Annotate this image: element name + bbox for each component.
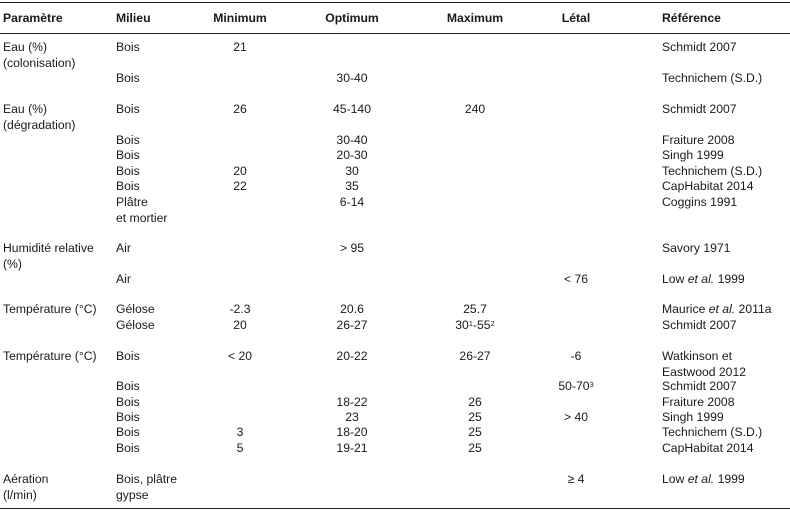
cell-letal: > 40 xyxy=(563,410,589,424)
cell-minimum: 26 xyxy=(233,102,247,116)
cell-milieu: Bois xyxy=(116,164,140,178)
cell-milieu: Bois xyxy=(116,410,140,424)
cell-letal: ≥ 4 xyxy=(567,472,585,486)
cell-reference: Technichem (S.D.) xyxy=(662,71,763,85)
cell-letal: < 76 xyxy=(563,272,589,286)
cell-minimum: 21 xyxy=(233,40,247,54)
cell-milieu: Gélose xyxy=(116,302,155,316)
header-rule xyxy=(0,33,790,34)
cell-milieu: Bois xyxy=(116,179,140,193)
cell-reference: Schmidt 2007 xyxy=(662,40,737,54)
cell-maximum: 25 xyxy=(468,425,482,439)
cell-optimum: > 95 xyxy=(339,241,365,255)
cell-parametre: Aération (l/min) xyxy=(3,472,49,502)
cell-parametre: Humidité relative (%) xyxy=(3,241,94,271)
cell-reference: Schmidt 2007 xyxy=(662,102,737,116)
cell-milieu: Bois xyxy=(116,425,140,439)
cell-maximum: 25 xyxy=(468,441,482,455)
cell-reference: Watkinson et Eastwood 2012 xyxy=(662,349,747,379)
cell-reference: Schmidt 2007 xyxy=(662,379,737,393)
cell-milieu: Bois xyxy=(116,148,140,162)
cell-reference: CapHabitat 2014 xyxy=(662,441,754,455)
cell-parametre: Eau (%) (dégradation) xyxy=(3,102,76,132)
cell-milieu: Gélose xyxy=(116,318,155,332)
cell-parametre: Température (°C) xyxy=(3,349,97,363)
table-bottom-rule xyxy=(0,508,790,509)
cell-reference: CapHabitat 2014 xyxy=(662,179,754,193)
header-minimum: Minimum xyxy=(213,11,267,25)
header-letal: Létal xyxy=(561,11,591,25)
cell-optimum: 20-22 xyxy=(336,349,368,363)
header-maximum: Maximum xyxy=(446,11,504,25)
cell-optimum: 20-30 xyxy=(336,148,368,162)
cell-milieu: Bois xyxy=(116,349,140,363)
cell-maximum: 26 xyxy=(468,395,482,409)
cell-reference: Savory 1971 xyxy=(662,241,731,255)
cell-optimum: 20.6 xyxy=(340,302,364,316)
cell-minimum: 22 xyxy=(233,179,247,193)
cell-milieu: Bois xyxy=(116,379,140,393)
cell-reference: Singh 1999 xyxy=(662,148,724,162)
cell-minimum: -2.3 xyxy=(229,302,251,316)
cell-optimum: 30-40 xyxy=(336,71,368,85)
cell-maximum: 25 xyxy=(468,410,482,424)
cell-optimum: 23 xyxy=(345,410,359,424)
cell-optimum: 26-27 xyxy=(336,318,368,332)
header-parametre: Paramètre xyxy=(3,11,63,25)
cell-reference: Low et al. 1999 xyxy=(662,472,745,486)
cell-minimum: 20 xyxy=(233,164,247,178)
cell-optimum: 19-21 xyxy=(336,441,368,455)
cell-reference: Schmidt 2007 xyxy=(662,318,737,332)
cell-milieu: Bois xyxy=(116,441,140,455)
cell-milieu: Bois xyxy=(116,40,140,54)
cell-milieu: Bois xyxy=(116,395,140,409)
cell-reference: Coggins 1991 xyxy=(662,195,738,209)
cell-reference: Technichem (S.D.) xyxy=(662,164,763,178)
cell-reference: Low et al. 1999 xyxy=(662,272,745,286)
header-optimum: Optimum xyxy=(325,11,379,25)
cell-minimum: 5 xyxy=(236,441,244,455)
cell-milieu: Plâtre et mortier xyxy=(116,195,168,225)
cell-optimum: 30-40 xyxy=(336,133,368,147)
cell-parametre: Eau (%) (colonisation) xyxy=(3,40,76,70)
cell-milieu: Bois xyxy=(116,102,140,116)
cell-maximum: 240 xyxy=(464,102,486,116)
cell-parametre: Température (°C) xyxy=(3,302,97,316)
cell-reference: Fraiture 2008 xyxy=(662,133,735,147)
cell-reference: Singh 1999 xyxy=(662,410,724,424)
cell-milieu: Air xyxy=(116,272,131,286)
header-reference: Référence xyxy=(662,11,721,25)
cell-reference: Technichem (S.D.) xyxy=(662,425,763,439)
cell-maximum: $30^1-55^2$ xyxy=(455,318,495,332)
cell-optimum: 35 xyxy=(345,179,359,193)
cell-letal: -6 xyxy=(570,349,582,363)
cell-maximum: 25.7 xyxy=(463,302,487,316)
cell-optimum: 30 xyxy=(345,164,359,178)
cell-milieu: Bois xyxy=(116,133,140,147)
cell-milieu: Air xyxy=(116,241,131,255)
cell-minimum: < 20 xyxy=(227,349,253,363)
cell-minimum: 20 xyxy=(233,318,247,332)
cell-optimum: 45-140 xyxy=(333,102,371,116)
cell-maximum: 26-27 xyxy=(459,349,491,363)
cell-milieu: Bois xyxy=(116,71,140,85)
cell-optimum: 18-22 xyxy=(336,395,368,409)
header-milieu: Milieu xyxy=(116,11,151,25)
cell-reference: Fraiture 2008 xyxy=(662,395,735,409)
cell-optimum: 18-20 xyxy=(336,425,368,439)
cell-reference: Maurice et al. 2011a xyxy=(662,302,772,316)
cell-optimum: 6-14 xyxy=(339,195,365,209)
cell-milieu: Bois, plâtre gypse xyxy=(116,472,177,502)
cell-letal: $50-70^3$ xyxy=(558,379,594,393)
cell-minimum: 3 xyxy=(236,425,244,439)
table-top-rule xyxy=(0,2,790,3)
